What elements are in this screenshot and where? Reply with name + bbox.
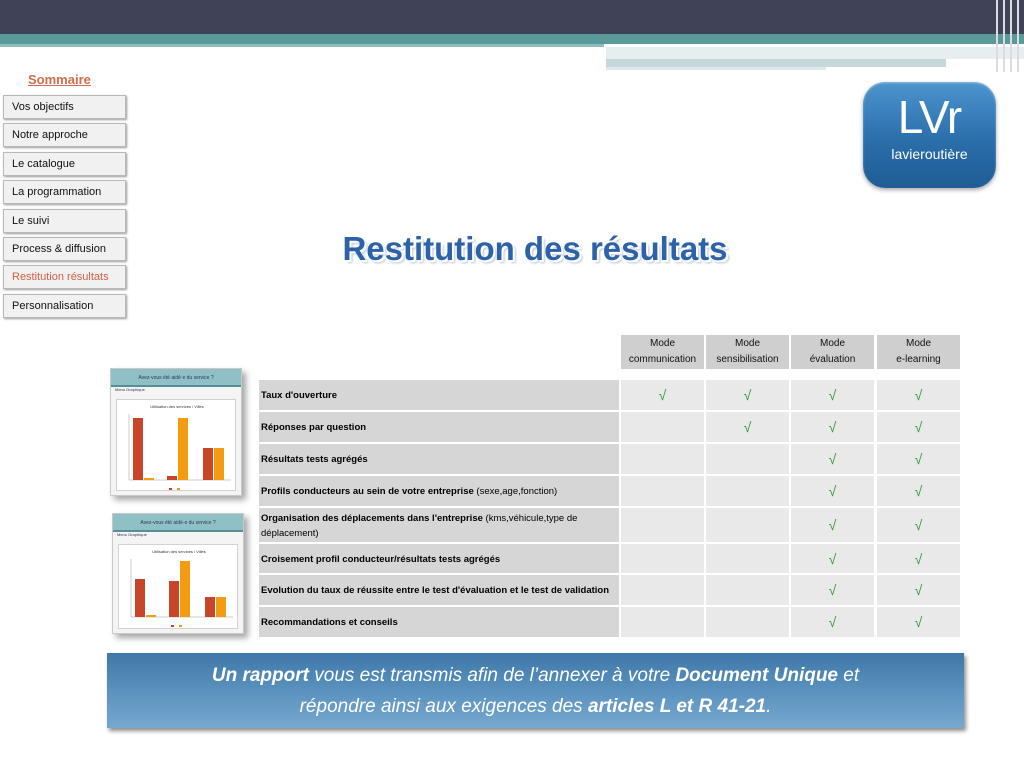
thumbnail-chart-title: Utilisation des services / Villes (150, 404, 204, 409)
table-header-mode-evaluation: Mode évaluation (791, 335, 874, 369)
sidebar-item-le-catalogue[interactable]: Le catalogue (3, 152, 126, 176)
check-mark: √ (791, 544, 874, 573)
header-light-band-3 (606, 67, 826, 70)
table-header-mode-elearning: Mode e-learning (877, 335, 960, 369)
check-mark: √ (791, 476, 874, 506)
check-mark: √ (877, 444, 960, 474)
empty-cell (706, 508, 789, 542)
sidebar-item-la-programmation[interactable]: La programmation (3, 180, 126, 204)
empty-cell (706, 544, 789, 573)
table-row-label-bold: Croisement profil conducteur/résultats tests agrégés (261, 553, 501, 565)
sidebar-item-process-diffusion[interactable]: Process & diffusion (3, 237, 126, 261)
banner-text: répondre ainsi aux exigences des (299, 696, 588, 717)
table-row-label (259, 607, 619, 637)
table-row (259, 476, 962, 506)
table-row (259, 544, 962, 573)
check-mark: √ (791, 607, 874, 637)
sidebar-nav (3, 95, 126, 322)
empty-cell (706, 607, 789, 637)
table-row-label-detail: (sexe,age,fonction) (473, 486, 558, 498)
thumbnail-header: Avez-vous été aidé·e du service ? (111, 369, 241, 387)
table-row-label-detail: (kms,véhicule,type de déplacement) (261, 512, 578, 539)
check-mark: √ (877, 575, 960, 605)
banner-text-articles: articles L et R 41-21 (587, 696, 767, 717)
header-light-band-2 (606, 59, 946, 67)
empty-cell (621, 508, 704, 542)
page-title: Restitution des résultats (342, 230, 728, 267)
check-mark: √ (791, 412, 874, 442)
logo-text: lavieroutière (891, 146, 968, 162)
check-mark: √ (877, 380, 960, 410)
empty-cell (706, 575, 789, 605)
check-mark: √ (877, 508, 960, 542)
table-row-label-bold: Organisation des déplacements dans l'entreprise (261, 512, 483, 524)
table-row-label (259, 575, 619, 605)
table-row-label (259, 380, 619, 410)
empty-cell (621, 607, 704, 637)
check-mark: √ (877, 412, 960, 442)
table-row (259, 444, 962, 474)
header-light-band (606, 47, 1024, 59)
check-mark: √ (877, 607, 960, 637)
table-row (259, 508, 962, 542)
sidebar-item-vos-objectifs[interactable]: Vos objectifs (3, 95, 126, 119)
banner-text: . (766, 696, 772, 717)
empty-cell (621, 575, 704, 605)
sidebar-item-personnalisation[interactable]: Personnalisation (3, 294, 126, 318)
banner-text-document-unique: Document Unique (675, 665, 838, 686)
thumbnail-header: Avez-vous été aidé·e du service ? (113, 514, 243, 532)
table-row (259, 607, 962, 637)
thumbnail-chart (118, 544, 238, 629)
check-mark: √ (706, 412, 789, 442)
header-dark-band (0, 0, 1024, 34)
empty-cell (621, 412, 704, 442)
empty-cell (621, 544, 704, 573)
banner-text: et (838, 665, 860, 686)
sidebar-item-restitution-resultats[interactable]: Restitution résultats (3, 265, 126, 289)
sidebar-item-notre-approche[interactable]: Notre approche (3, 123, 126, 147)
table-header-mode-sensibilisation: Mode sensibilisation (706, 335, 789, 369)
table-row-label (259, 544, 619, 573)
report-thumbnail-1 (110, 368, 242, 496)
empty-cell (621, 476, 704, 506)
thumbnail-tabs: Menu Graphique (117, 532, 147, 537)
thumbnail-tabs: Menu Graphique (115, 387, 145, 392)
banner-text: vous est transmis afin de l’annexer à votre (308, 665, 676, 686)
check-mark: √ (791, 444, 874, 474)
table-row-label (259, 508, 619, 542)
check-mark: √ (791, 508, 874, 542)
logo-mark: LVr (897, 91, 962, 143)
check-mark: √ (621, 380, 704, 410)
banner-text-rapport: Un rapport (211, 665, 309, 686)
thumbnail-chart-graphic (117, 400, 237, 494)
check-mark: √ (706, 380, 789, 410)
info-banner (107, 653, 964, 728)
table-row-label-bold: Evolution du taux de réussite entre le test d'évaluation et le test de validation (261, 585, 610, 597)
empty-cell (706, 476, 789, 506)
table-row-label (259, 444, 619, 474)
table-header-mode-communication: Mode communication (621, 335, 704, 369)
sidebar-heading: Sommaire (28, 72, 91, 87)
banner-line-2 (107, 691, 964, 722)
check-mark: √ (791, 575, 874, 605)
table-row (259, 575, 962, 605)
table-row-label (259, 412, 619, 442)
lvr-logo (863, 82, 996, 188)
banner-line-1 (107, 660, 964, 691)
header-vertical-lines (994, 0, 1024, 72)
empty-cell (621, 444, 704, 474)
table-row-label-bold: Profils conducteurs au sein de votre entreprise (261, 486, 474, 498)
table-row-label-bold: Taux d'ouverture (261, 390, 337, 402)
check-mark: √ (791, 380, 874, 410)
report-thumbnail-2 (112, 513, 244, 634)
check-mark: √ (877, 544, 960, 573)
table-row (259, 412, 962, 442)
header-teal-underline (0, 44, 604, 47)
table-row-label-bold: Réponses par question (261, 422, 367, 434)
empty-cell (706, 444, 789, 474)
table-row-label-bold: Résultats tests agrégés (261, 454, 368, 466)
thumbnail-chart (116, 399, 236, 491)
header-teal-band (0, 34, 1024, 44)
thumbnail-chart-graphic (119, 545, 239, 631)
thumbnail-chart-title: Utilisation des services / Villes (152, 549, 206, 554)
table-row (259, 380, 962, 410)
sidebar-item-le-suivi[interactable]: Le suivi (3, 209, 126, 233)
table-row-label (259, 476, 619, 506)
table-row-label-bold: Recommandations et conseils (261, 617, 398, 629)
check-mark: √ (877, 476, 960, 506)
